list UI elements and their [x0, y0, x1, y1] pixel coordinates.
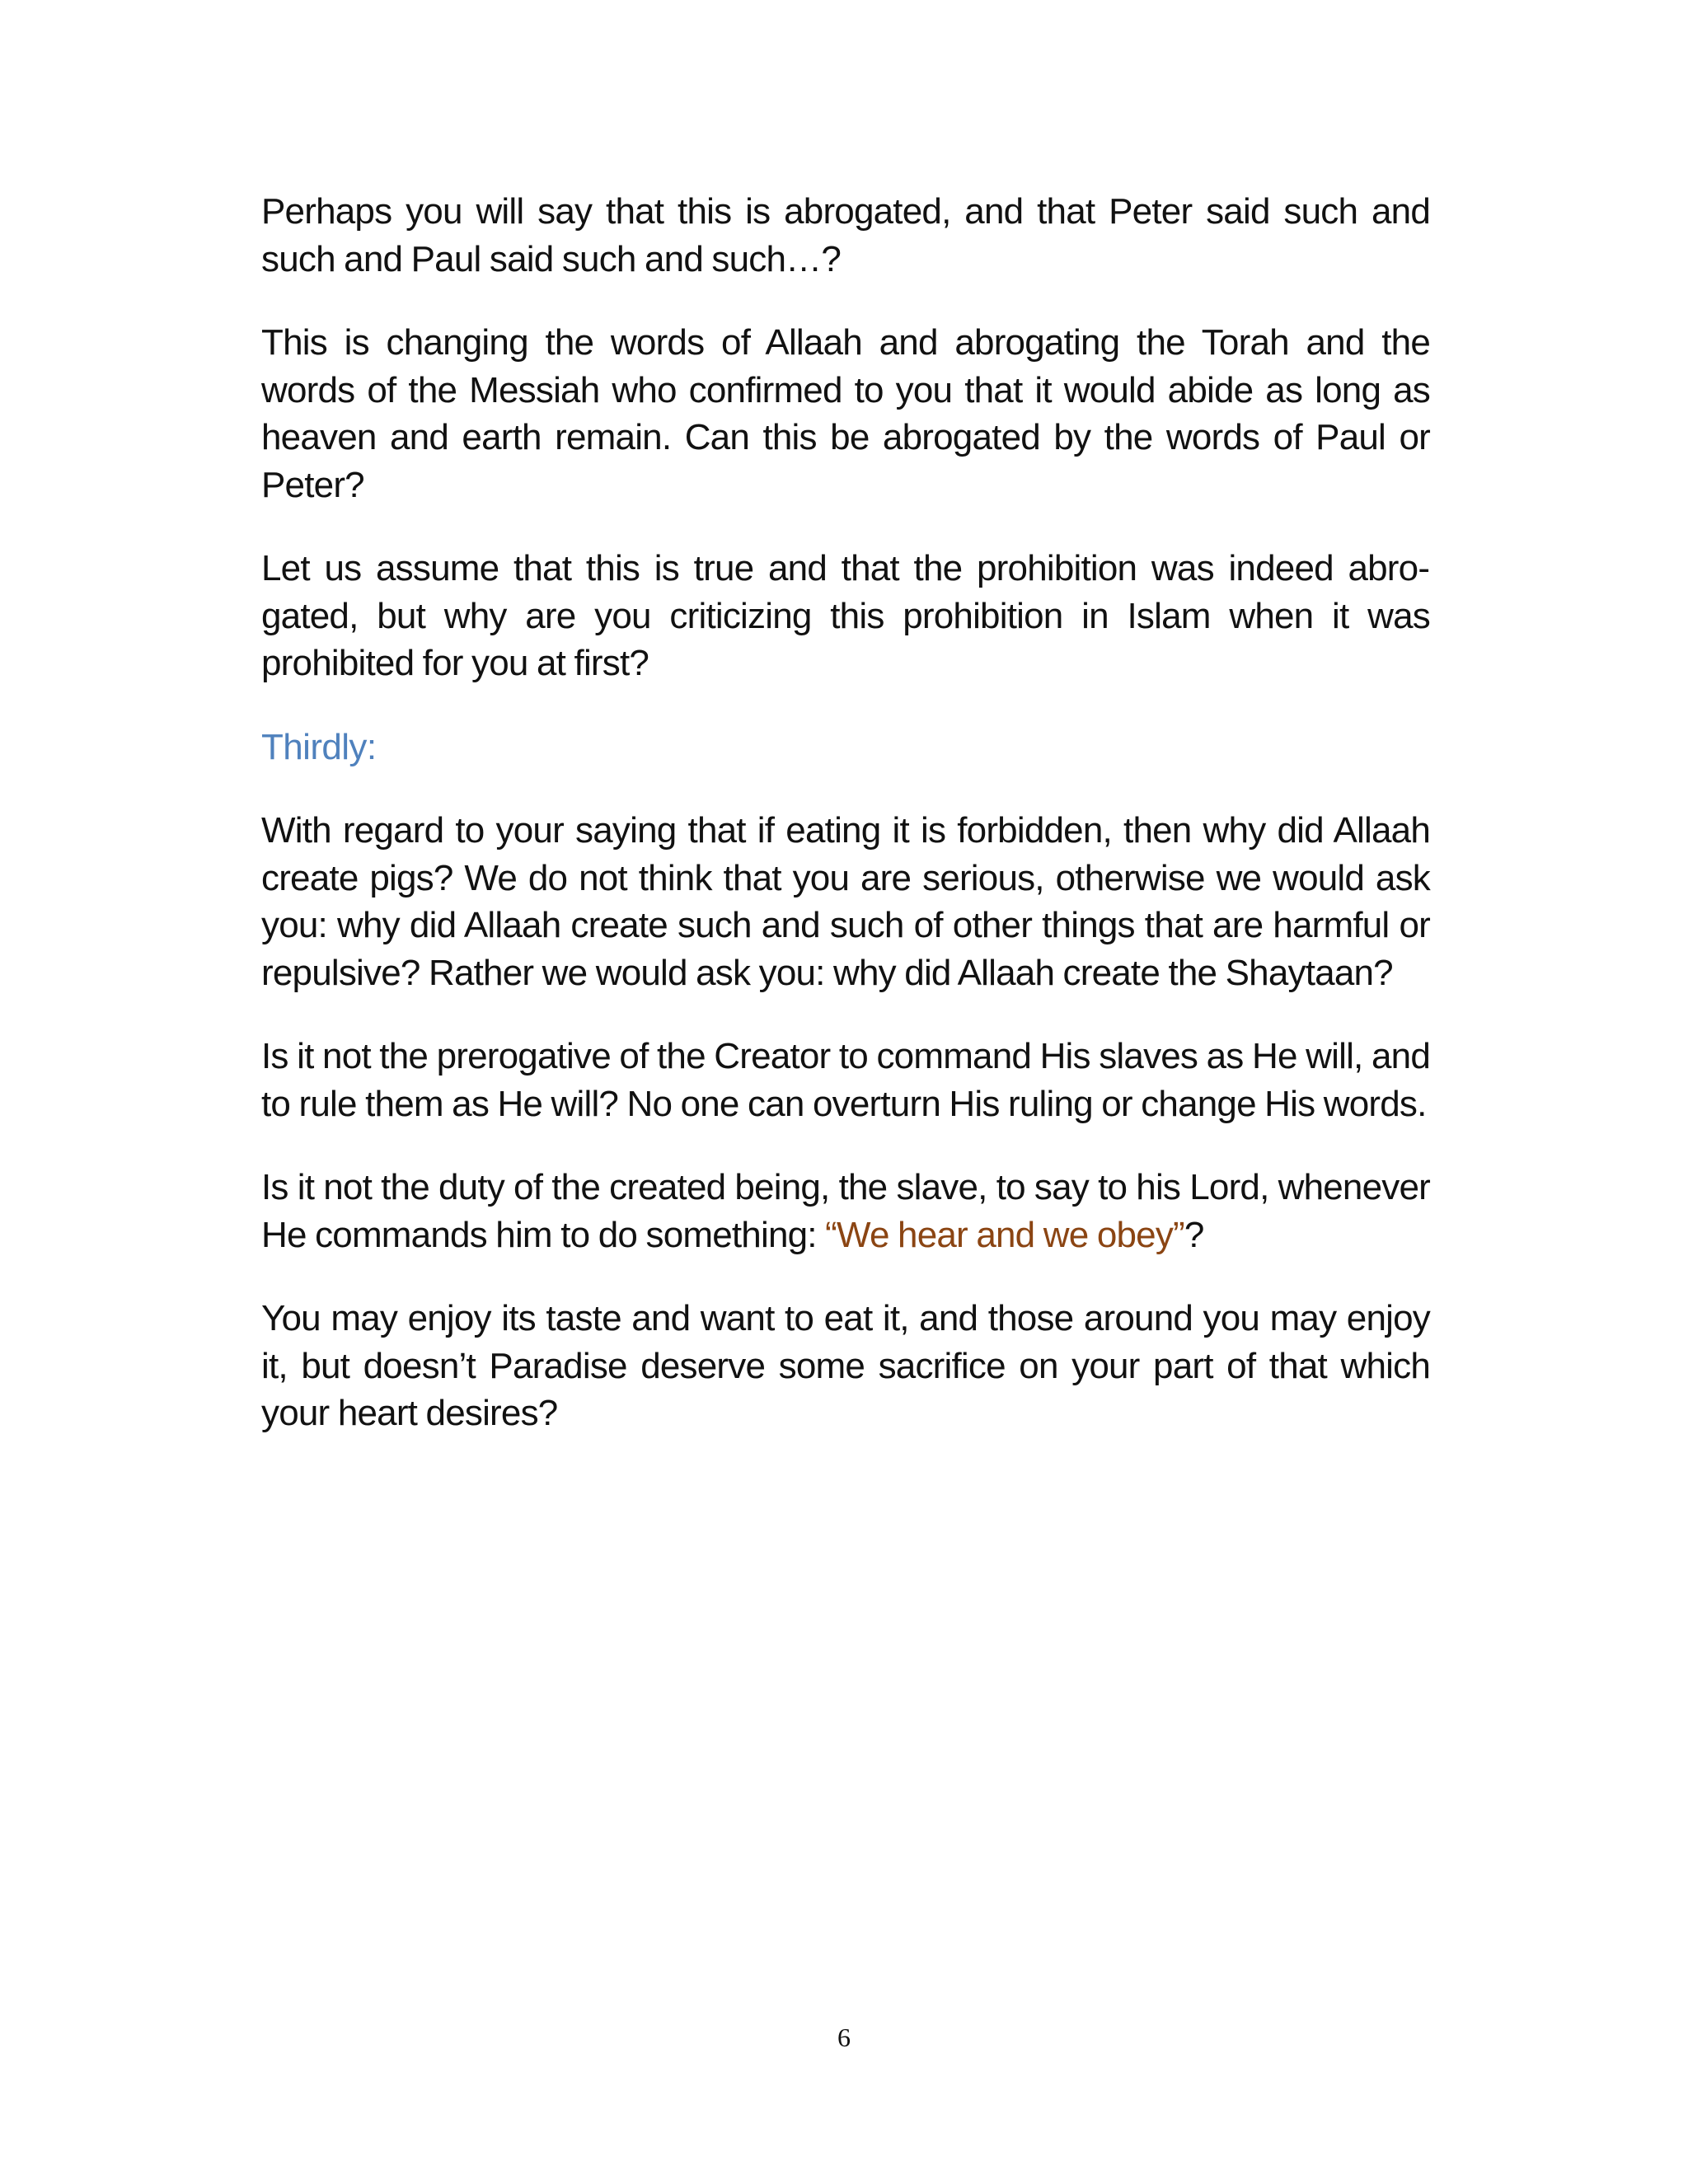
page-body — [261, 188, 1430, 1474]
paragraph-assume-true: Let us assume that this is true and that the prohibition was indeed abrogated, but why are you criticizing this prohibition in Islam when it was prohibited for you at first? — [261, 548, 1430, 683]
quote-we-hear-and-obey: “We hear and we obey” — [825, 1214, 1184, 1255]
paragraph-paradise-sacrifice: You may enjoy its taste and want to eat it, and those around you may enjoy it, but doesn’t Paradise deserve some sacrifice on your part of that which your heart desires? — [261, 1298, 1430, 1433]
paragraph-why-create-pigs: With regard to your saying that if eating it is forbidden, then why did Allaah create pigs? We do not think that you are serious, otherwise we would ask you: why did Allaah create such and such of other things that are harmful or repulsive? Rather we would ask you: why did Allaah create the Shaytaan? — [261, 810, 1430, 993]
paragraph-creator-prerogative: Is it not the prerogative of the Creator to command His slaves as He will, and to rule them as He will? No one can overturn His ruling or change His words. — [261, 1036, 1430, 1124]
paragraph-changing-words: This is changing the words of Allaah and abrogating the Torah and the words of the Messiah who confirmed to you that it would abide as long as heaven and earth remain. Can this be abrogated by the words of Paul or Peter? — [261, 322, 1430, 505]
duty-text-start: Is it not the duty of the created being, the slave, to say to his Lord, whenever He commands him to do something: — [261, 1167, 1430, 1255]
section-heading-thirdly: Thirdly: — [261, 726, 377, 767]
page-number: 6 — [837, 2022, 851, 2052]
paragraph-abrogation-claim: Perhaps you will say that this is abrogated, and that Peter said such and such and Paul said such and such…? — [261, 191, 1430, 279]
duty-text-end: ? — [1184, 1214, 1204, 1255]
paragraph-duty-of-slave — [261, 1164, 1430, 1258]
